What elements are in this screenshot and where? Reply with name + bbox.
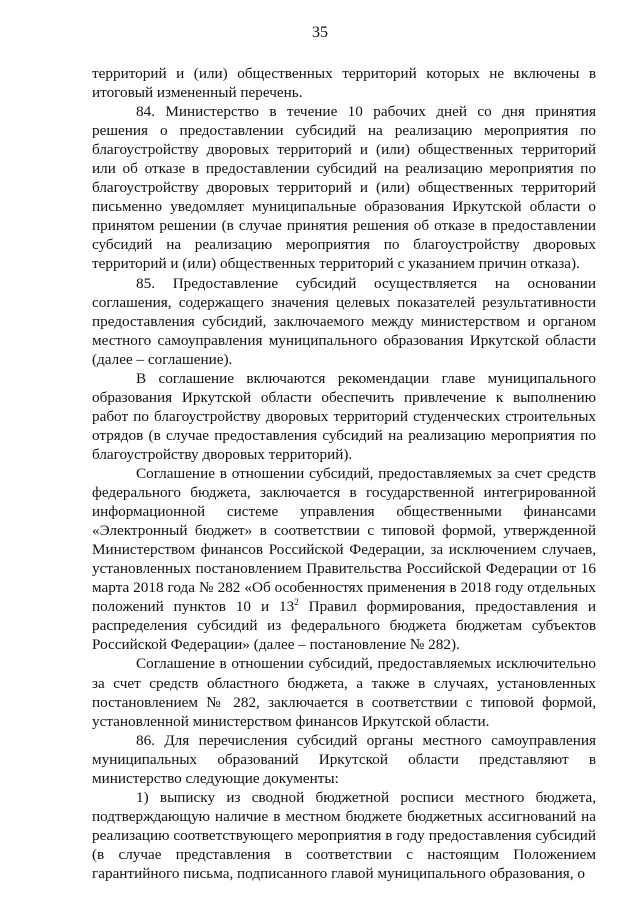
paragraph-86-item-1	[92, 788, 596, 883]
superscript: 2	[294, 597, 299, 608]
paragraph-agreement-regional	[92, 654, 596, 730]
document-body	[92, 64, 596, 883]
paragraph-text: Соглашение в отношении субсидий, предоставляемых за счет средств федерального бюджета, заключается в государственной интегрированной информационной системе управления общественными финансами «Электронный бюджет» в соответствии с типовой формой, утвержденной Министерством финансов Российской Федерации, за исключением случаев, установленных постановлением Правительства Российской Федерации от 16 марта 2018 года № 282 «Об особенностях применения в 2018 году отдельных положений пунктов 10 и 13	[92, 464, 596, 616]
paragraph-text-after: Правил формирования, предоставления и распределения субсидий из федерального бюджета бюджетам субъектов Российской Федерации» (далее – постановление № 282).	[92, 598, 596, 654]
paragraph-text: 85. Предоставление субсидий осуществляется на основании соглашения, содержащего значения целевых показателей результативности предоставления субсидий, заключаемого между министерством и органом местного самоуправления муниципального образования Иркутской области (далее – соглашение).	[92, 274, 596, 368]
page-number: 35	[312, 24, 328, 41]
paragraph-agreement-recommendations	[92, 369, 596, 464]
paragraph-text: Соглашение в отношении субсидий, предоставляемых исключительно за счет средств областного бюджета, а также в случаях, установленных постановлением № 282, заключается в соответствии с типовой формой, установленной министерством финансов Иркутской области.	[92, 655, 596, 730]
paragraph-text: В соглашение включаются рекомендации главе муниципального образования Иркутской области обеспечить привлечение к выполнению работ по благоустройству дворовых территорий студенческих строительных отрядов (в случае предоставления субсидий на реализацию мероприятия по благоустройству дворовых территорий).	[92, 369, 596, 463]
paragraph-continuation	[92, 64, 596, 102]
paragraph-text: 84. Министерство в течение 10 рабочих дней со дня принятия решения о предоставлении субсидий на реализацию мероприятия по благоустройству дворовых территорий и (или) общественных территорий или об отказе в предоставлении субсидий на реализацию мероприятия по благоустройству дворовых территорий и (или) общественных территорий письменно уведомляет муниципальные образования Иркутской области о принятом решении (в случае принятия решения об отказе в предоставлении субсидий на реализацию мероприятия по благоустройству дворовых территорий и (или) общественных территорий с указанием причин отказа).	[92, 103, 596, 273]
paragraph-agreement-federal	[92, 464, 596, 654]
paragraph-text: 1) выписку из сводной бюджетной росписи местного бюджета, подтверждающую наличие в местном бюджете бюджетных ассигнований на реализацию соответствующего мероприятия в году предоставления субсидий (в случае представления в соответствии с настоящим Положением гарантийного письма, подписанного главой муниципального образования, о	[92, 788, 596, 882]
paragraph-text: территорий и (или) общественных территорий которых не включены в итоговый измененный перечень.	[92, 65, 596, 102]
paragraph-text: 86. Для перечисления субсидий органы местного самоуправления муниципальных образований Иркутской области представляют в министерство следующие документы:	[92, 731, 596, 787]
paragraph-85	[92, 274, 596, 369]
paragraph-86	[92, 731, 596, 788]
paragraph-84	[92, 102, 596, 273]
